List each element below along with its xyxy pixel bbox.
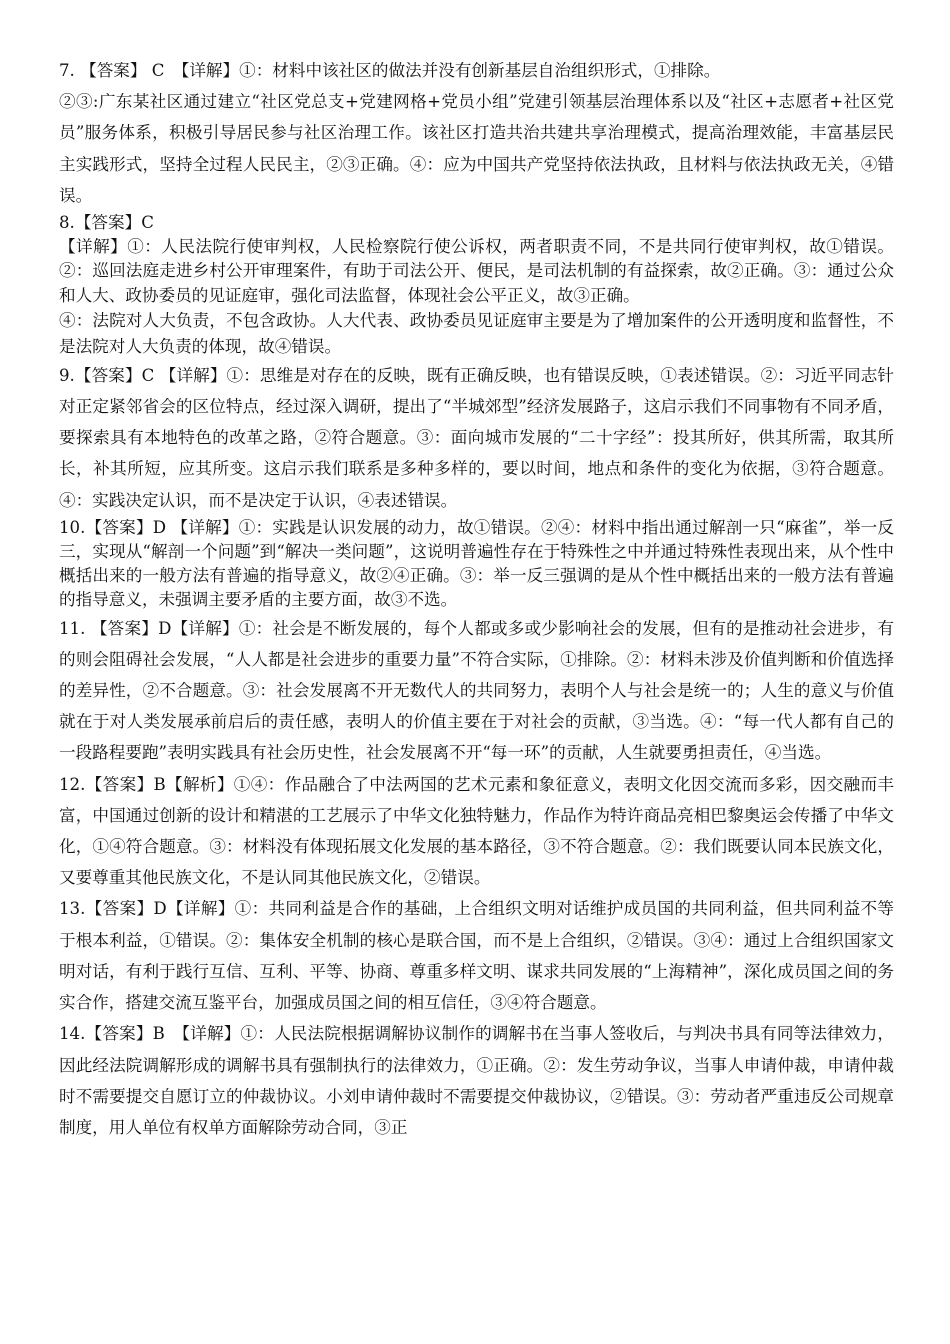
q7-header: 7. 【答案】 C 【详解】①：材料中该社区的做法并没有创新基层自治组织形式，①排除。: [59, 61, 721, 80]
q8-explanation-cont: ④：法院对人大负责，不包含政协。人大代表、政协委员见证庭审主要是为了增加案件的公开透明度和监督性，不是法院对人大负责的体现，故④错误。: [59, 310, 894, 356]
item-q8: [59, 211, 894, 360]
item-q14: [59, 1018, 894, 1143]
q9-explanation: 9.【答案】C 【详解】①：思维是对存在的反映，既有正确反映，也有错误反映，①表述错误。②：习近平同志针对正定紧邻省会的区位特点，经过深入调研，提出了“半城郊型”经济发展路子，这启示我们不同事物有不同矛盾，要探索具有本地特色的改革之路，②符合题意。③：面向城市发展的“二十字经”：投其所好，供其所需，取其所长，补其所短，应其所变。这启示我们联系是多种多样的，要以时间，地点和条件的变化为依据，③符合题意。④：实践决定认识，而不是决定于认识，④表述错误。: [59, 365, 894, 510]
q10-explanation: 10.【答案】D 【详解】①：实践是认识发展的动力，故①错误。②④：材料中指出通过解剖一只“麻雀”，举一反三，实现从“解剖一个问题”到“解决一类问题”，这说明普遍性存在于特殊性之中并通过特殊性表现出来，从个性中概括出来的一般方法有普遍的指导意义，故②④正确。③：举一反三强调的是从个性中概括出来的一般方法有普遍的指导意义，未强调主要矛盾的主要方面，故③不选。: [59, 517, 894, 610]
q14-explanation: 14.【答案】B 【详解】①：人民法院根据调解协议制作的调解书在当事人签收后，与判决书具有同等法律效力，因此经法院调解形成的调解书具有强制执行的法律效力，①正确。②：发生劳动争议，当事人申请仲裁，申请仲裁时不需要提交自愿订立的仲裁协议。小刘申请仲裁时不需要提交仲裁协议，②错误。③：劳动者严重违反公司规章制度，用人单位有权单方面解除劳动合同，③正: [59, 1024, 894, 1137]
item-q12: [59, 769, 894, 894]
q13-explanation: 13.【答案】D【详解】①：共同利益是合作的基础，上合组织文明对话维护成员国的共同利益，但共同利益不等于根本利益，①错误。②：集体安全机制的核心是联合国，而不是上合组织，②错误。③④：通过上合组织国家文明对话，有利于践行互信、互利、平等、协商、尊重多样文明、谋求共同发展的“上海精神”，深化成员国之间的务实合作，搭建交流互鉴平台，加强成员国之间的相互信任，③④符合题意。: [59, 899, 894, 1013]
item-q7: [59, 55, 894, 211]
item-q13: [59, 893, 894, 1018]
q8-explanation: 【详解】①：人民法院行使审判权，人民检察院行使公诉权，两者职责不同，不是共同行使审判权，故①错误。②：巡回法庭走进乡村公开审理案件，有助于司法公开、便民，是司法机制的有益探索，故②正确。③：通过公众和人大、政协委员的见证庭审，强化司法监督，体现社会公平正义，故③正确。: [59, 237, 894, 305]
item-q11: [59, 613, 894, 769]
q11-explanation: 11. 【答案】D【详解】①：社会是不断发展的，每个人都或多或少影响社会的发展，但有的是推动社会进步，有的则会阻碍社会发展，“人人都是社会进步的重要力量”不符合实际，①排除。②：材料未涉及价值判断和价值选择的差异性，②不合题意。③：社会发展离不开无数代人的共同努力，表明个人与社会是统一的；人生的意义与价值就在于对人类发展承前启后的责任感，表明人的价值主要在于对社会的贡献，③当选。④：“每一代人都有自己的一段路程要跑”表明实践具有社会历史性，社会发展离不开“每一环”的贡献，人生就要勇担责任，④当选。: [59, 618, 894, 763]
q7-explanation: ②③:广东某社区通过建立“社区党总支+党建网格+党员小组”党建引领基层治理体系以及“社区+志愿者+社区党员”服务体系，积极引导居民参与社区治理工作。该社区打造共治共建共享治理模式，提高治理效能，丰富基层民主实践形式，坚持全过程人民民主，②③正确。④：应为中国共产党坚持依法执政，且材料与依法执政无关，④错误。: [59, 92, 894, 205]
q12-explanation: 12.【答案】B【解析】①④：作品融合了中法两国的艺术元素和象征意义，表明文化因交流而多彩，因交融而丰富，中国通过创新的设计和精湛的工艺展示了中华文化独特魅力，作品作为特许商品亮相巴黎奥运会传播了中华文化，①④符合题意。③：材料没有体现拓展文化发展的基本路径，③不符合题意。②：我们既要认同本民族文化，又要尊重其他民族文化，不是认同其他民族文化，②错误。: [59, 774, 894, 888]
item-q9: [59, 360, 894, 516]
q8-answer: 8.【答案】C: [59, 213, 154, 233]
item-q10: [59, 516, 894, 613]
